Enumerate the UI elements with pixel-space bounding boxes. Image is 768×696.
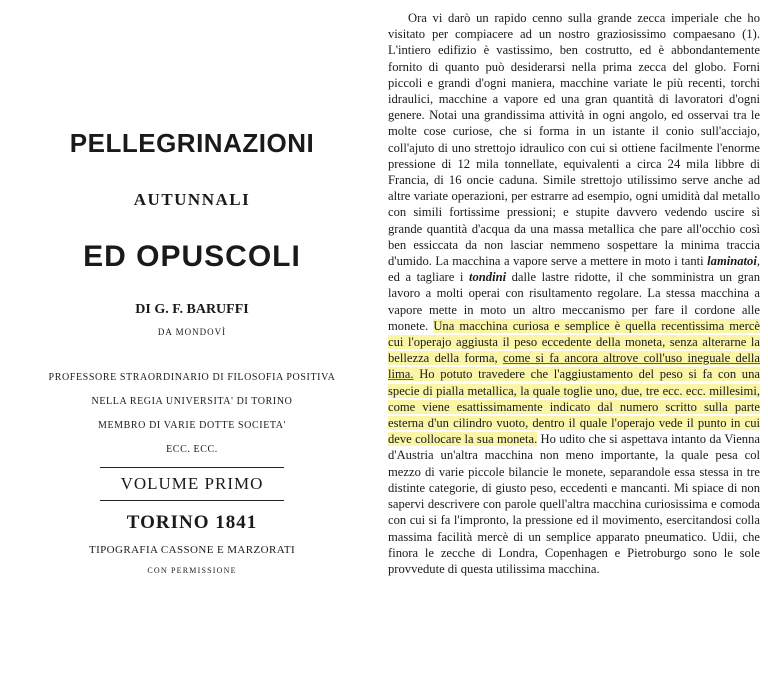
affiliation-line: MEMBRO DI VARIE DOTTE SOCIETA' (97, 420, 287, 431)
term-tondini: tondini (468, 270, 507, 285)
publisher: TIPOGRAFIA CASSONE E MARZORATI (88, 544, 296, 556)
author: DI G. F. BARUFFI (135, 302, 249, 317)
author-origin: DA MONDOVÌ (157, 327, 227, 337)
body-text: dalle lastre ridotte, il che somministra un gran lavoro a molti operai con risultamento regolare. La stessa macchina a vapore mette in moto un altro meccanismo per fare il cordone alle monete. (388, 270, 761, 333)
highlighted-text: Una macchina curiosa e semplice è quella recentissima mercè cui l'operajo aggiusta il peso eccedente della moneta, senza alterarne la bellezza della forma, (388, 318, 760, 366)
author-affiliation (0, 366, 384, 462)
affiliation-line: PROFESSORE STRAORDINARIO DI FILOSOFIA POSITIVA (48, 372, 336, 383)
body-paragraph (388, 10, 760, 577)
body-text: , ed a tagliare i (388, 254, 760, 285)
body-text: Ho udito che si aspettava intanto da Vienna d'Austria un'altra macchina non meno importante, la quale pesa col mezzo di varie piccole bilancie le monete, separandole essa stessa in tre distinte categorie, di giusto peso, eccedenti e mancanti. Mi spiace di non sapervi descrivere con parole quell'altra macchina curiosissima e comoda con cui si fa l'impronto, la pressione ed il movimento, esercitandosi colla massima facilità mercè di un semplice apparato pneumatico. Udii, che finora le zecche di Londra, Copenhagen e Pietroburgo sono le sole provvedute di questa utilissima macchina. (388, 432, 760, 576)
divider-bottom (100, 500, 284, 501)
underlined-highlighted-text: come si fa ancora altrove coll'uso ineguale della lima. (388, 351, 761, 382)
book-title: PELLEGRINAZIONI (69, 128, 315, 158)
highlighted-text: Ho potuto travedere che l'aggiustamento del peso si fa con una specie di pialla metallica, la quale toglie uno, due, tre ecc. ecc. millesimi, come viene esattissimamente indicato dal numero scritto sulla parte esterna d'un cilindro vuoto, dentro il quale l'operajo vede il punto in cui deve collocare la sua moneta. (388, 367, 760, 447)
divider-top (100, 467, 284, 468)
place-year: TORINO 1841 (126, 512, 258, 533)
affiliation-line: ECC. ECC. (166, 444, 218, 455)
permission: CON PERMISSIONE (147, 566, 237, 575)
book-subtitle-2: ED OPUSCOLI (83, 240, 301, 273)
text-page (388, 10, 760, 577)
body-text: Ora vi darò un rapido cenno sulla grande zecca imperiale che ho visitato per compiacere ad un nostro graziosissimo compaesano (1). L'intiero edifizio è vastissimo, ben costrutto, ed è abbondantemente fornito di quanto può desiderarsi nella prima zecca del globo. Forni piccoli e grandi d'ogni maniera, macchine variate le più recenti, torchi idraulici, macchine a vapore ed una gran quantità di lavoratori d'ogni genere. Notai una grandissima attività in ogni angolo, ed osservai tra le molte cose curiose, che si forma in un istante il conio sull'acciajo, coll'ajuto di uno strettojo idraulico con cui si ottiene facilmente l'enorme pressione di 12 mila tonnellate, equivalenti a circa 24 mila libbre di Francia, di 16 oncie caduna. Simile strettojo utilissimo serve anche ad altre variate operazioni, per estrarre ad esempio, ogni umidità dal metallo con simili fortissime pressioni; e stupite davvero vedendo uscire sì grande quantità d'acqua da una massa metallica che pare all'occhio così ben essiccata da non lasciar nemmeno sospettare la minima traccia d'umido. La macchina a vapore serve a mettere in moto i tanti (388, 11, 760, 269)
volume: VOLUME PRIMO (120, 474, 264, 493)
book-subtitle-1: AUTUNNALI (133, 190, 251, 209)
term-laminatoi: laminatoi (707, 254, 757, 269)
affiliation-line: NELLA REGIA UNIVERSITA' DI TORINO (91, 396, 293, 407)
